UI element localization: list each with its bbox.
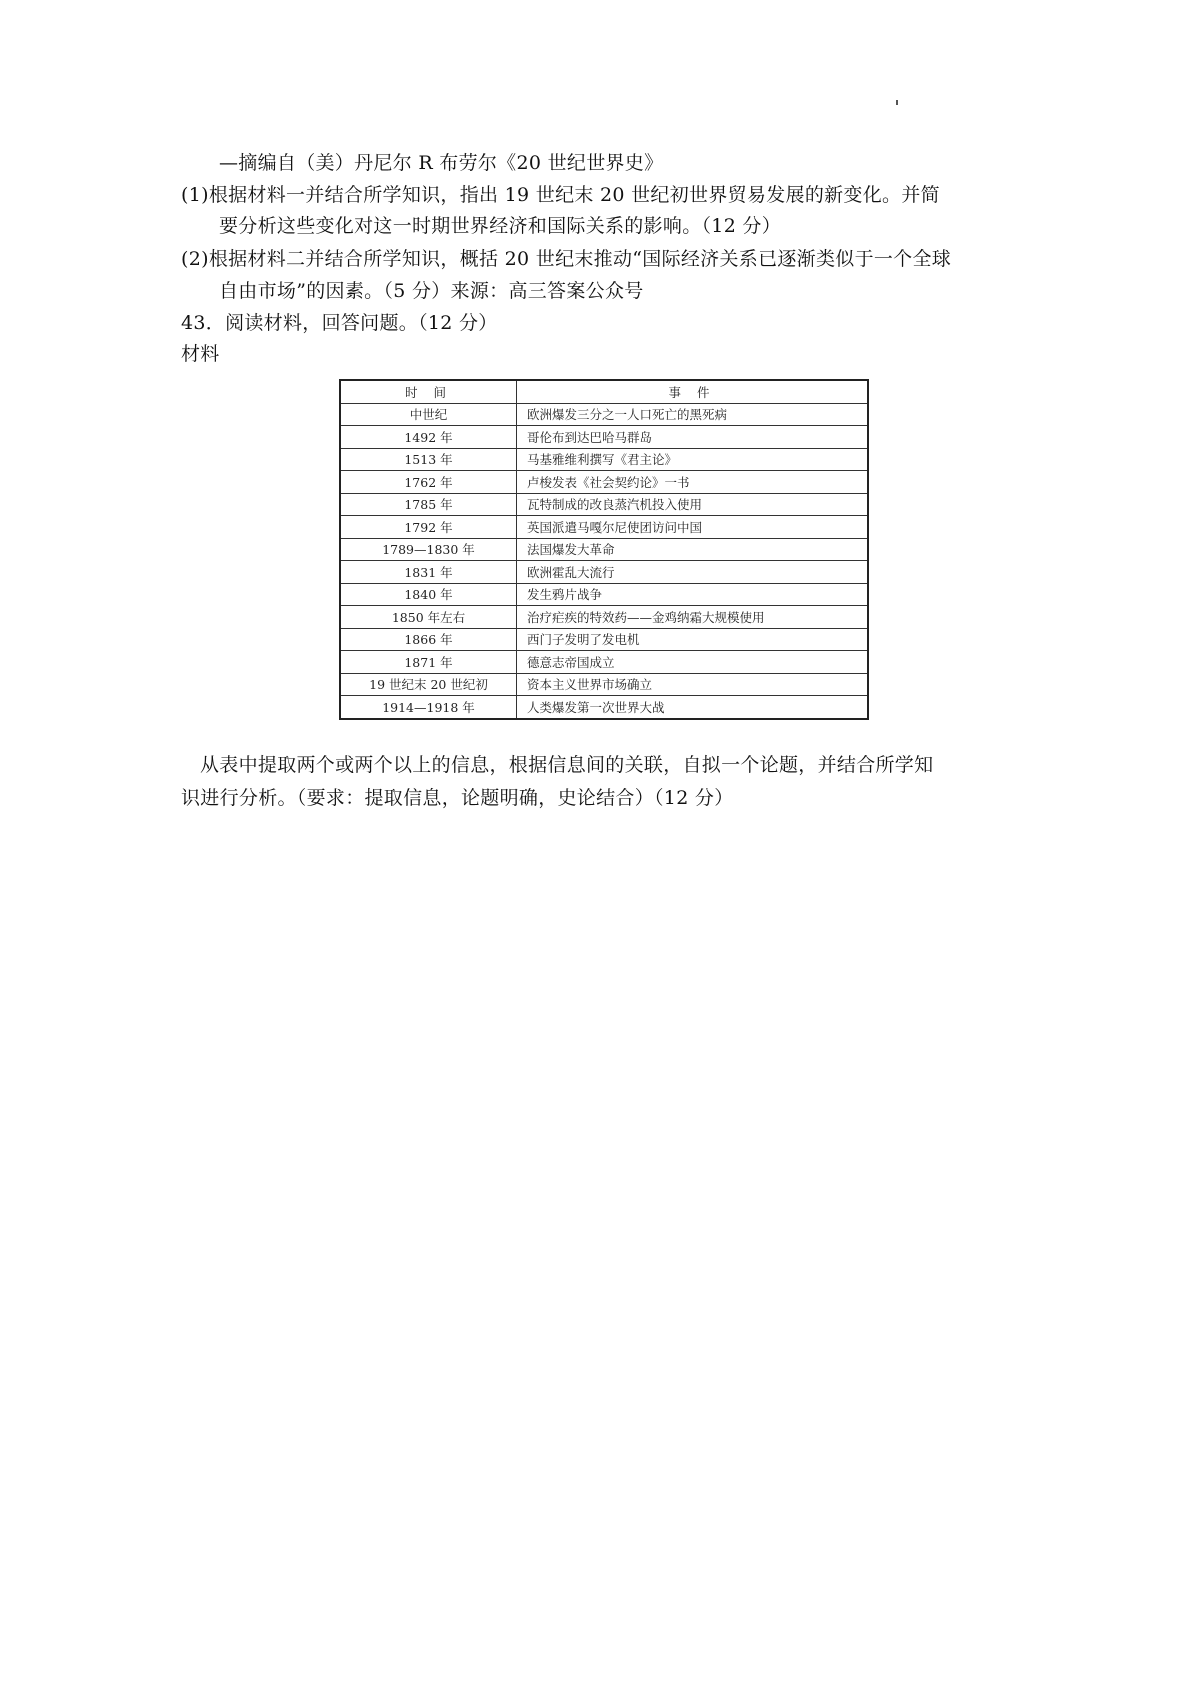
event-cell: 卢梭发表《社会契约论》一书: [517, 471, 869, 494]
event-cell: 人类爆发第一次世界大战: [517, 696, 869, 719]
event-cell: 欧洲爆发三分之一人口死亡的黑死病: [517, 403, 869, 426]
event-cell: 西门子发明了发电机: [517, 628, 869, 651]
material-label: 材料: [181, 343, 220, 365]
table-row: [340, 426, 868, 449]
time-cell: 1492 年: [340, 426, 517, 449]
table-row: [340, 471, 868, 494]
instruction-line-1: 从表中提取两个或两个以上的信息，根据信息间的关联，自拟一个论题，并结合所学知: [200, 754, 934, 776]
event-cell: 瓦特制成的改良蒸汽机投入使用: [517, 493, 869, 516]
event-cell: 马基雅维利撰写《君主论》: [517, 448, 869, 471]
source-citation: —摘编自（美）丹尼尔 R 布劳尔《20 世纪世界史》: [219, 152, 664, 174]
instruction-line-2: 识进行分析。（要求：提取信息，论题明确，史论结合）（12 分）: [181, 787, 734, 809]
question-1-line-2: 要分析这些变化对这一时期世界经济和国际关系的影响。（12 分）: [219, 215, 782, 237]
time-cell: 1513 年: [340, 448, 517, 471]
time-cell: 1866 年: [340, 628, 517, 651]
time-cell: 19 世纪末 20 世纪初: [340, 673, 517, 696]
event-cell: 英国派遣马嘎尔尼使团访问中国: [517, 516, 869, 539]
question-43-heading: 43．阅读材料，回答问题。（12 分）: [181, 312, 498, 334]
event-cell: 德意志帝国成立: [517, 651, 869, 674]
event-cell: 法国爆发大革命: [517, 538, 869, 561]
table-row: [340, 628, 868, 651]
event-cell: 资本主义世界市场确立: [517, 673, 869, 696]
time-cell: 中世纪: [340, 403, 517, 426]
table-row: [340, 583, 868, 606]
time-cell: 1914—1918 年: [340, 696, 517, 719]
time-cell: 1785 年: [340, 493, 517, 516]
table-row: [340, 403, 868, 426]
time-cell: 1871 年: [340, 651, 517, 674]
table-row: [340, 561, 868, 584]
time-cell: 1789—1830 年: [340, 538, 517, 561]
event-cell: 哥伦布到达巴哈马群岛: [517, 426, 869, 449]
table-header-row: [340, 380, 868, 403]
time-cell: 1762 年: [340, 471, 517, 494]
table-row: [340, 516, 868, 539]
question-2-line-2: 自由市场”的因素。（5 分）来源：高三答案公众号: [219, 280, 644, 302]
event-cell: 发生鸦片战争: [517, 583, 869, 606]
table-row: [340, 538, 868, 561]
question-1-line-1: (1)根据材料一并结合所学知识，指出 19 世纪末 20 世纪初世界贸易发展的新变化。并简: [181, 184, 940, 206]
events-table: [339, 379, 869, 720]
events-table-container: [339, 379, 869, 720]
event-cell: 欧洲霍乱大流行: [517, 561, 869, 584]
table-row: [340, 493, 868, 516]
table-row: [340, 696, 868, 719]
time-cell: 1840 年: [340, 583, 517, 606]
event-cell: 治疗疟疾的特效药——金鸡纳霜大规模使用: [517, 606, 869, 629]
table-row: [340, 448, 868, 471]
table-row: [340, 651, 868, 674]
time-cell: 1850 年左右: [340, 606, 517, 629]
question-2-line-1: (2)根据材料二并结合所学知识，概括 20 世纪末推动“国际经济关系已逐渐类似于一个全球: [181, 248, 952, 270]
event-column-header: 事 件: [517, 380, 869, 403]
table-row: [340, 673, 868, 696]
time-column-header: 时 间: [340, 380, 517, 403]
table-row: [340, 606, 868, 629]
time-cell: 1792 年: [340, 516, 517, 539]
time-cell: 1831 年: [340, 561, 517, 584]
scan-speck: [896, 100, 898, 105]
